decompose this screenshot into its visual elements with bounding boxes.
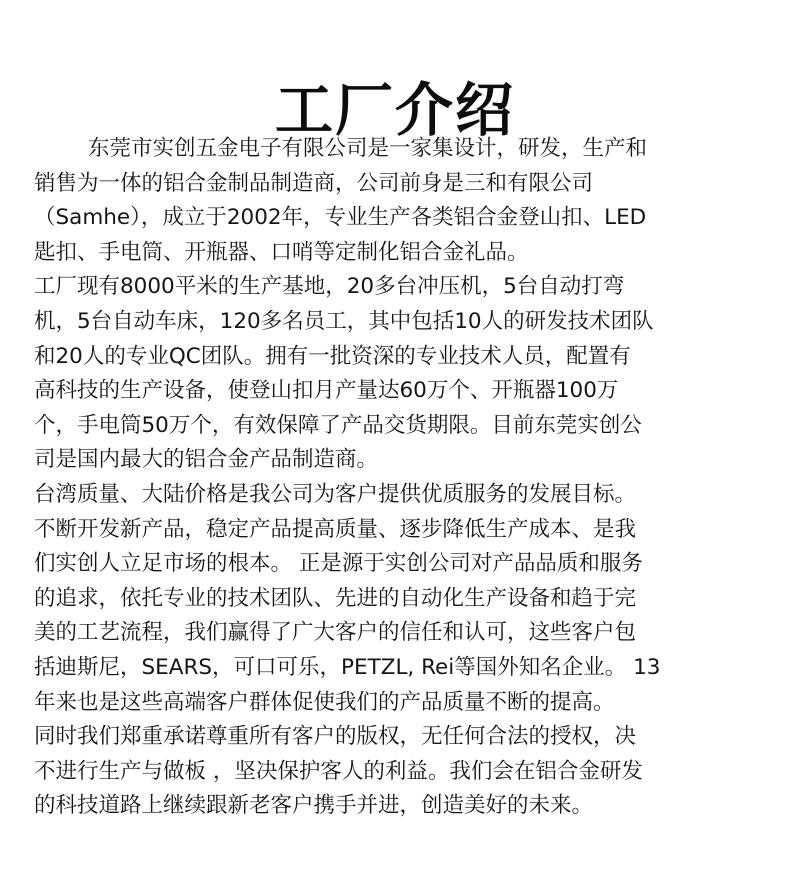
text-line: （Samhe），成立于2002年，专业生产各类铝合金登山扣、LED [34, 205, 647, 231]
text-line: 台湾质量、大陆价格是我公司为客户提供优质服务的发展目标。 [34, 481, 637, 507]
text-line: 东莞市实创五金电子有限公司是一家集设计，研发，生产和 [88, 136, 648, 161]
text-line: 们实创人立足市场的根本。 正是源于实创公司对产品品质和服务 [34, 551, 643, 577]
text-line: 机，5台自动车床，120多名员工，其中包括10人的研发技术团队 [34, 308, 654, 334]
text-line: 司是国内最大的铝合金产品制造商。 [34, 447, 379, 473]
text-line: 同时我们郑重承诺尊重所有客户的版权，无任何合法的授权，决 [34, 724, 637, 750]
intro-body [34, 132, 759, 824]
text-line: 的科技道路上继续跟新老客户携手并进，创造美好的未来。 [34, 793, 594, 819]
text-line: 美的工艺流程，我们赢得了广大客户的信任和认可，这些客户包 [34, 620, 637, 646]
text-line: 工厂现有8000平米的生产基地，20多台冲压机，5台自动打弯 [34, 274, 625, 300]
text-line: 括迪斯尼，SEARS，可口可乐，PETZL, Rei等国外知名企业。 13 [34, 654, 661, 680]
text-line: 年来也是这些高端客户群体促使我们的产品质量不断的提高。 [34, 689, 615, 715]
text-line: 不断开发新产品，稳定产品提高质量、逐步降低生产成本、是我 [34, 516, 637, 542]
text-line: 高科技的生产设备，使登山扣月产量达60万个、开瓶器100万 [34, 378, 619, 404]
text-line: 的追求，依托专业的技术团队、先进的自动化生产设备和趋于完 [34, 585, 637, 611]
page-title: 工厂介绍 [274, 75, 515, 144]
text-line: 匙扣、手电筒、开瓶器、口哨等定制化铝合金礼品。 [34, 239, 529, 265]
text-line: 不进行生产与做板 ，坚决保护客人的利益。我们会在铝合金研发 [34, 758, 643, 784]
text-line: 个，手电筒50万个，有效保障了产品交货期限。目前东莞实创公 [34, 412, 642, 438]
text-line: 销售为一体的铝合金制品制造商，公司前身是三和有限公司 [34, 170, 594, 196]
text-line: 和20人的专业QC团队。拥有一批资深的专业技术人员，配置有 [34, 343, 631, 369]
